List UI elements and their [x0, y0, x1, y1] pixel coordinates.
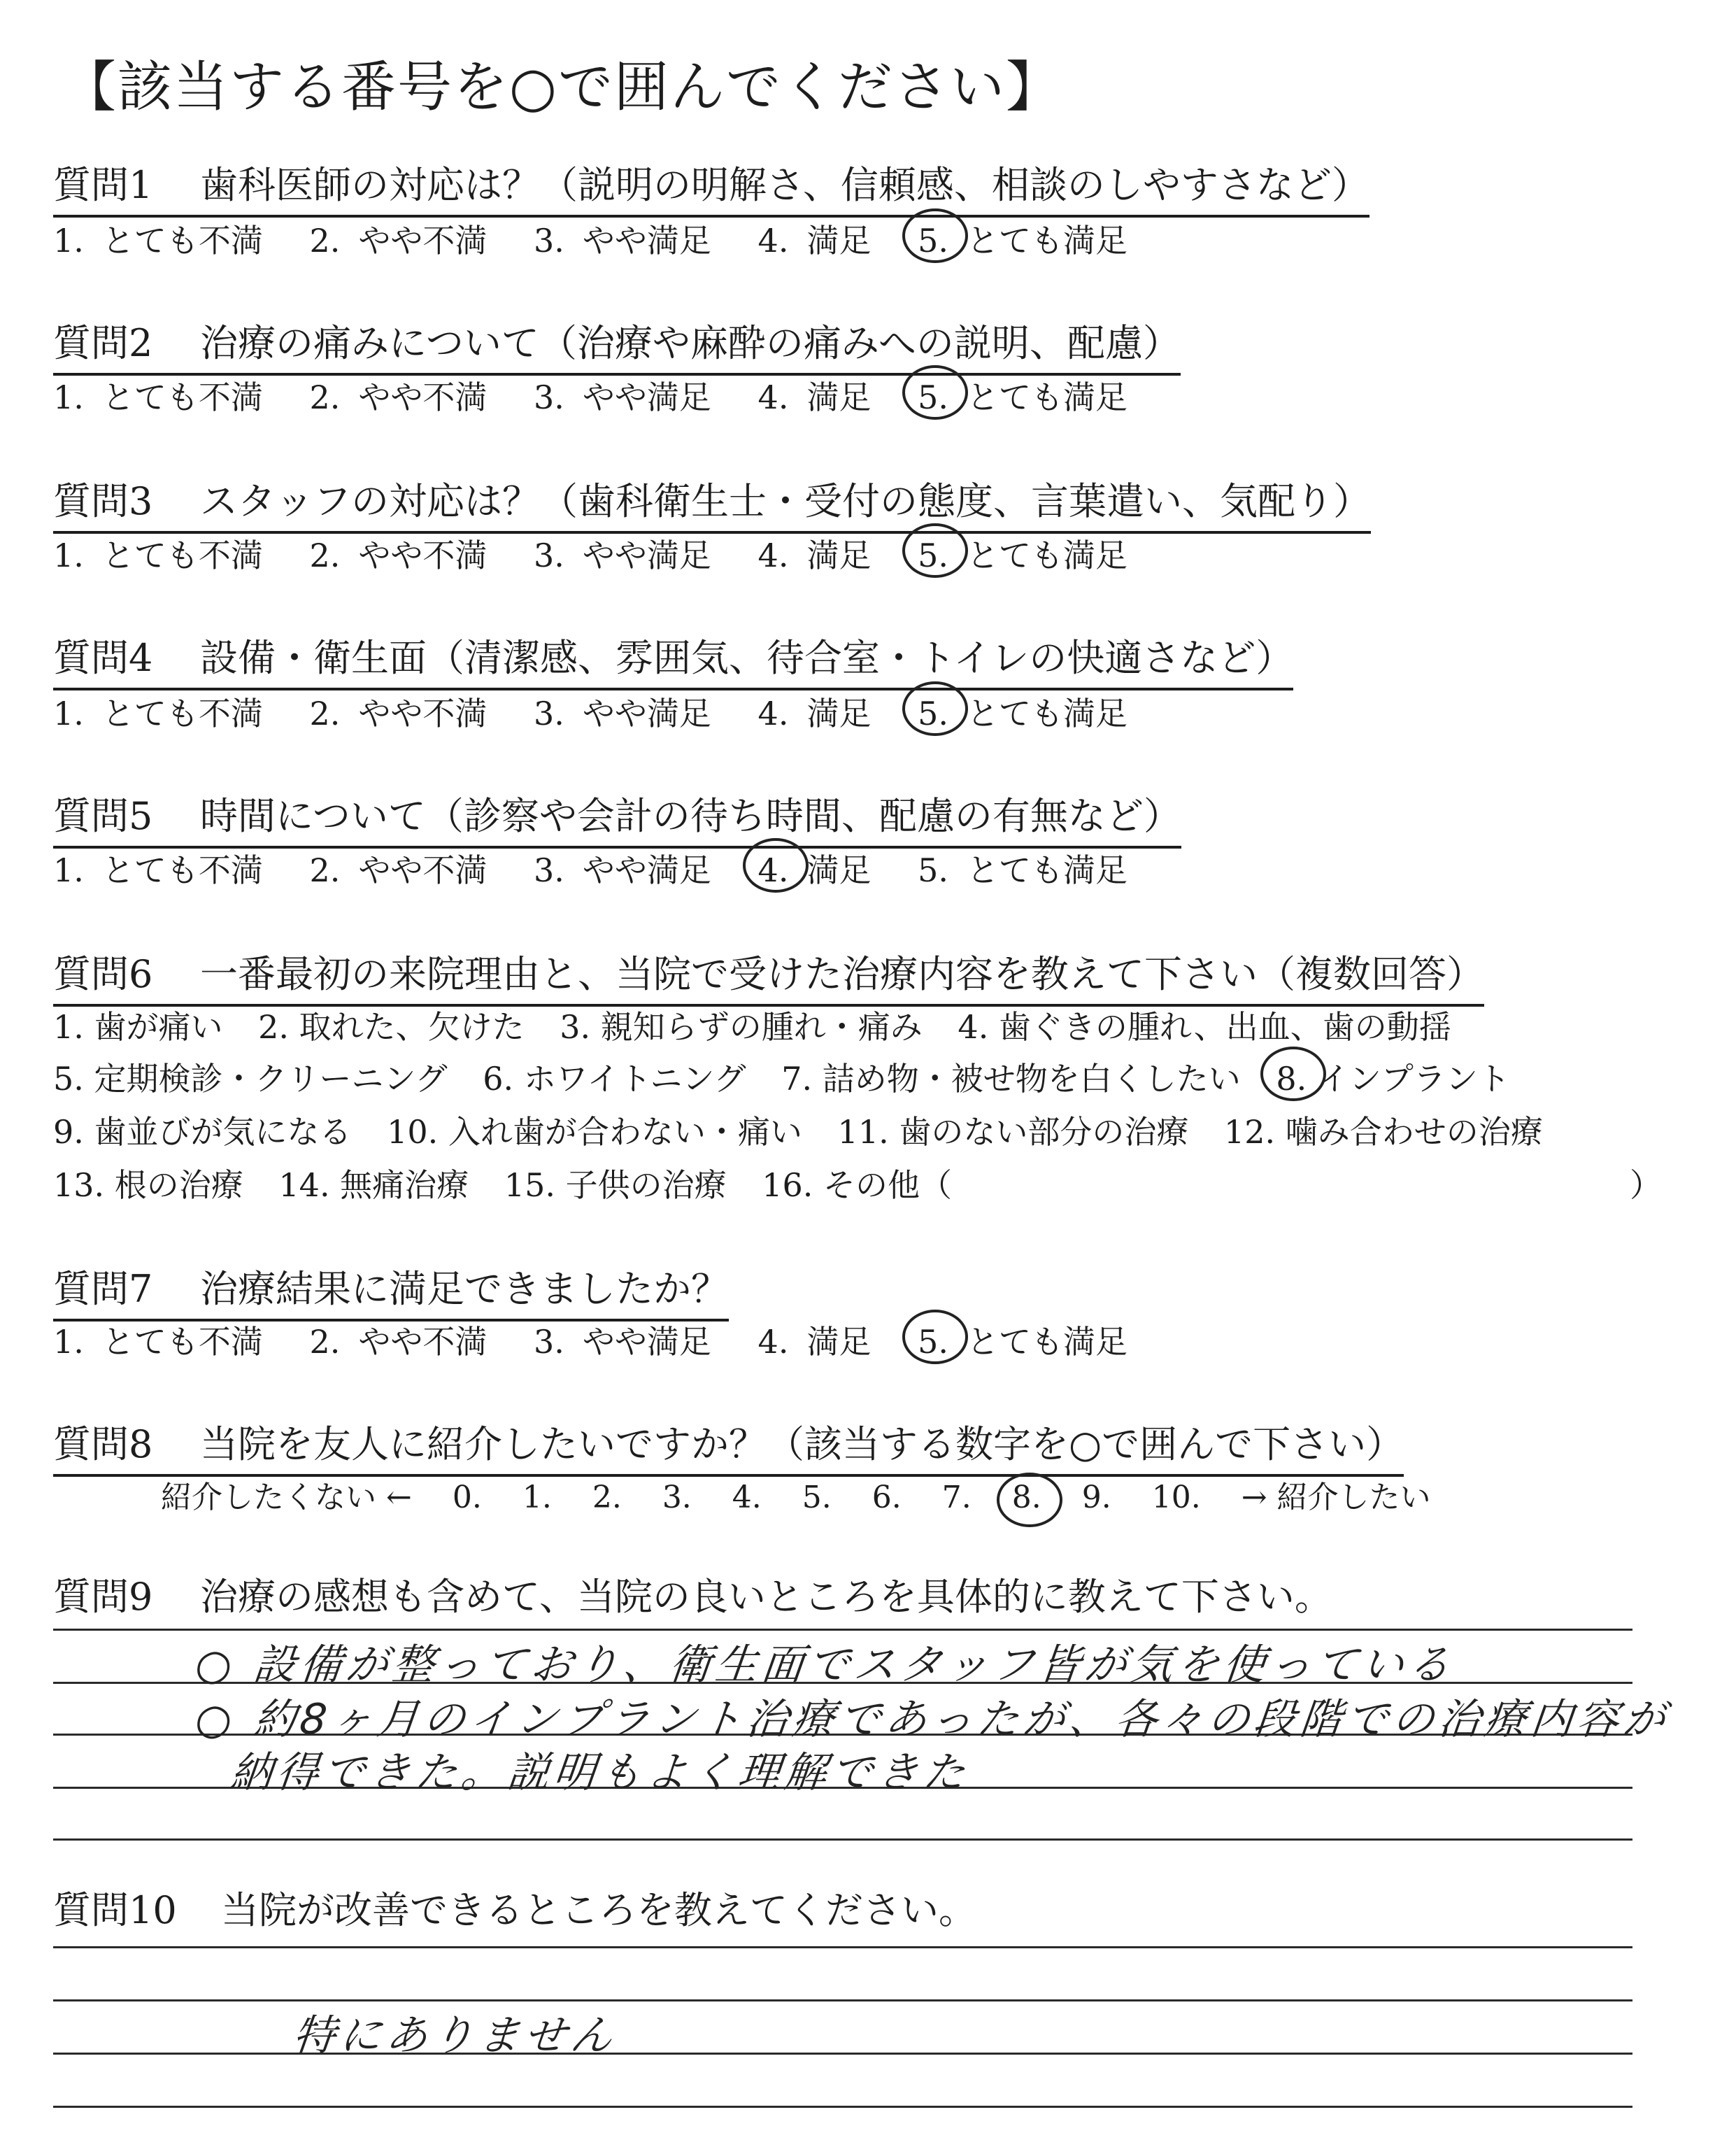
question-2-title — [53, 313, 1181, 376]
question-text: 歯科医師の対応は？（説明の明解さ、信頼感、相談のしやすさなど） — [200, 163, 1369, 207]
question-6-row-4 — [53, 1160, 977, 1206]
option-5[interactable]: 5. とても満足 — [918, 851, 1127, 889]
option-2[interactable]: 2. やや不満 — [309, 1323, 488, 1361]
question-text: 設備・衛生面（清潔感、雰囲気、待合室・トイレの快適さなど） — [200, 636, 1294, 680]
question-7-title — [53, 1259, 729, 1321]
option-5-selected[interactable]: 5. とても満足 — [918, 695, 1127, 732]
option-5-selected[interactable]: 5. とても満足 — [918, 1323, 1127, 1361]
question-number: 質問1 — [53, 163, 153, 207]
question-6-row-1 — [53, 1002, 1477, 1048]
reason-option[interactable]: 14. 無痛治療 — [278, 1166, 469, 1204]
reason-option[interactable]: 6. ホワイトニング — [483, 1060, 746, 1098]
question-9-title — [53, 1567, 1332, 1627]
option-2[interactable]: 2. やや不満 — [309, 537, 488, 574]
option-4[interactable]: 4. 満足 — [757, 695, 871, 732]
option-3[interactable]: 3. やや満足 — [534, 695, 711, 732]
option-4[interactable]: 4. 満足 — [757, 222, 871, 260]
scale-number[interactable]: 5. — [802, 1480, 832, 1515]
question-2-options — [53, 372, 1164, 418]
option-1[interactable]: 1. とても不満 — [53, 378, 263, 416]
reason-option[interactable]: 13. 根の治療 — [53, 1166, 243, 1204]
scale-number[interactable]: 9. — [1081, 1480, 1111, 1515]
question-5-options — [53, 845, 1164, 891]
reason-option[interactable]: 5. 定期検診・クリーニング — [53, 1060, 448, 1098]
question-number: 質問6 — [53, 952, 153, 996]
page-heading: 【該当する番号を○で囲んでください】 — [62, 56, 1062, 119]
question-number: 質問9 — [53, 1575, 153, 1619]
option-3[interactable]: 3. やや満足 — [534, 537, 711, 574]
question-5-title — [53, 786, 1181, 849]
scale-number[interactable]: 3. — [662, 1480, 692, 1515]
question-text: 当院が改善できるところを教えてください。 — [221, 1888, 976, 1932]
question-text: 時間について（診察や会計の待ち時間、配慮の有無など） — [200, 794, 1181, 838]
option-1[interactable]: 1. とても不満 — [53, 222, 263, 260]
option-5-selected[interactable]: 5. とても満足 — [918, 222, 1127, 260]
other-close-paren: ） — [1630, 1166, 1662, 1204]
question-number: 質問5 — [53, 794, 153, 838]
scale-number[interactable]: 6. — [871, 1480, 902, 1515]
reason-option[interactable]: 2. 取れた、欠けた — [258, 1008, 525, 1046]
scale-number[interactable]: 2. — [592, 1480, 622, 1515]
question-1-options — [53, 215, 1164, 262]
question-3-title — [53, 472, 1371, 534]
question-8-scale — [161, 1472, 1462, 1517]
option-4[interactable]: 4. 満足 — [757, 1323, 871, 1361]
reason-option-other[interactable]: 16. その他（ — [762, 1166, 952, 1204]
reason-option[interactable]: 10. 入れ歯が合わない・痛い — [387, 1113, 802, 1151]
question-6-row-2 — [53, 1054, 1535, 1100]
scale-right-label: → 紹介したい — [1241, 1480, 1431, 1515]
answer-line — [53, 1629, 1632, 1631]
reason-option[interactable]: 15. 子供の治療 — [504, 1166, 727, 1204]
question-number: 質問10 — [53, 1888, 177, 1932]
option-2[interactable]: 2. やや不満 — [309, 695, 488, 732]
option-2[interactable]: 2. やや不満 — [309, 378, 488, 416]
answer-line — [53, 1946, 1632, 1948]
question-text: スタッフの対応は？（歯科衛生士・受付の態度、言葉遣い、気配り） — [200, 479, 1371, 523]
q10-handwritten-answer[interactable]: 特にありません — [290, 2011, 620, 2060]
question-number: 質問7 — [53, 1267, 153, 1311]
question-6-title — [53, 944, 1484, 1007]
question-text: 治療の痛みについて（治療や麻酔の痛みへの説明、配慮） — [200, 321, 1181, 365]
reason-option[interactable]: 11. 歯のない部分の治療 — [837, 1113, 1189, 1151]
question-3-options — [53, 530, 1164, 576]
scale-number[interactable]: 1. — [522, 1480, 552, 1515]
reason-option[interactable]: 4. 歯ぐきの腫れ、出血、歯の動揺 — [958, 1008, 1451, 1046]
option-1[interactable]: 1. とても不満 — [53, 695, 263, 732]
option-4[interactable]: 4. 満足 — [757, 378, 871, 416]
option-4-selected[interactable]: 4. 満足 — [757, 851, 871, 889]
question-number: 質問4 — [53, 636, 153, 680]
option-1[interactable]: 1. とても不満 — [53, 1323, 263, 1361]
option-3[interactable]: 3. やや満足 — [534, 222, 711, 260]
question-10-title — [53, 1880, 976, 1940]
question-4-options — [53, 688, 1164, 735]
answer-line — [53, 2106, 1632, 2108]
option-3[interactable]: 3. やや満足 — [534, 378, 711, 416]
reason-option[interactable]: 3. 親知らずの腫れ・痛み — [560, 1008, 923, 1046]
q9-handwritten-line-3[interactable]: 納得できた。説明もよく理解できた — [227, 1748, 972, 1797]
question-8-title — [53, 1415, 1404, 1477]
option-3[interactable]: 3. やや満足 — [534, 851, 711, 889]
question-text: 治療結果に満足できましたか？ — [200, 1267, 729, 1311]
reason-option[interactable]: 9. 歯並びが気になる — [53, 1113, 352, 1151]
scale-number-selected[interactable]: 8. — [1011, 1480, 1041, 1515]
option-1[interactable]: 1. とても不満 — [53, 537, 263, 574]
option-2[interactable]: 2. やや不満 — [309, 851, 488, 889]
option-5-selected[interactable]: 5. とても満足 — [918, 378, 1127, 416]
question-number: 質問2 — [53, 321, 153, 365]
scale-left-label: 紹介したくない ← — [161, 1480, 412, 1515]
reason-option-selected[interactable]: 8. インプラント — [1276, 1054, 1510, 1100]
option-2[interactable]: 2. やや不満 — [309, 222, 488, 260]
option-4[interactable]: 4. 満足 — [757, 537, 871, 574]
scale-number[interactable]: 10. — [1151, 1480, 1201, 1515]
question-text: 一番最初の来院理由と、当院で受けた治療内容を教えて下さい（複数回答） — [200, 952, 1484, 996]
q9-handwritten-line-1[interactable]: ○ 設備が整っており、衛生面でスタッフ皆が気を使っている — [192, 1641, 1457, 1689]
option-3[interactable]: 3. やや満足 — [534, 1323, 711, 1361]
q9-handwritten-line-2[interactable]: ○ 約8ヶ月のインプラント治療であったが、各々の段階での治療内容が — [192, 1695, 1672, 1744]
reason-option[interactable]: 12. 噛み合わせの治療 — [1223, 1113, 1543, 1151]
question-text: 当院を友人に紹介したいですか？（該当する数字を○で囲んで下さい） — [200, 1422, 1404, 1466]
scale-number[interactable]: 0. — [452, 1480, 482, 1515]
scale-number[interactable]: 4. — [732, 1480, 762, 1515]
question-4-title — [53, 628, 1293, 690]
answer-line — [53, 1838, 1632, 1841]
question-number: 質問3 — [53, 479, 153, 523]
question-1-title — [53, 155, 1369, 218]
answer-line — [53, 1999, 1632, 2001]
reason-option[interactable]: 1. 歯が痛い — [53, 1008, 223, 1046]
question-text: 治療の感想も含めて、当院の良いところを具体的に教えて下さい。 — [200, 1575, 1332, 1619]
option-1[interactable]: 1. とても不満 — [53, 851, 263, 889]
answer-line — [53, 2053, 1632, 2055]
reason-option[interactable]: 7. 詰め物・被せ物を白くしたい — [781, 1060, 1241, 1098]
question-7-options — [53, 1317, 1164, 1363]
scale-number[interactable]: 7. — [941, 1480, 972, 1515]
question-number: 質問8 — [53, 1422, 153, 1466]
question-6-row-3 — [53, 1107, 1568, 1153]
option-5-selected[interactable]: 5. とても満足 — [918, 537, 1127, 574]
